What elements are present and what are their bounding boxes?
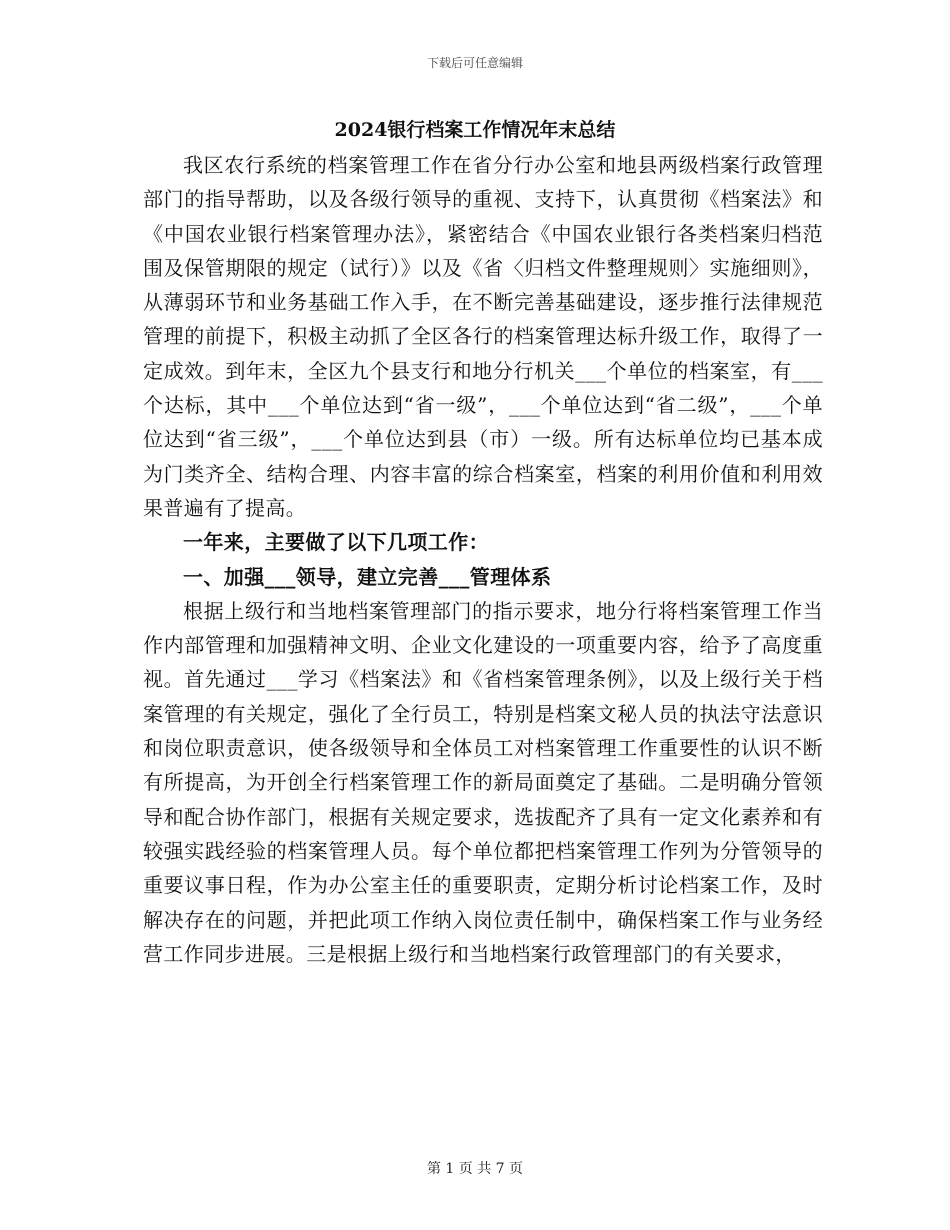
document-title: 2024银行档案工作情况年末总结 [334,119,616,141]
section-heading-1: 一、加强___领导，建立完善___管理体系 [183,564,552,589]
section-intro-heading: 一年来，主要做了以下几项工作： [183,530,489,555]
page-number: 第 1 页 共 7 页 [426,1161,524,1177]
body-paragraph: 根据上级行和当地档案管理部门的指示要求，地分行将档案管理工作当作内部管理和加强精神文明、企业文化建设的一项重要内容，给予了高度重视。首先通过___学习《档案法》和《省档案管理条例》，以及上级行关于档案管理的有关规定，强化了全行员工，特别是档案文秘人员的执法守法意识和岗位职责意识，使各级领导和全体员工对档案管理工作重要性的认识不断有所提高，为开创全行档案管理工作的新局面奠定了基础。二是明确分管领导和配合协作部门，根据有关规定要求，选拔配齐了具有一定文化素养和有较强实践经验的档案管理人员。每个单位都把档案管理工作列为分管领导的重要议事日程，作为办公室主任的重要职责，定期分析讨论档案工作，及时解决存在的问题，并把此项工作纳入岗位责任制中，确保档案工作与业务经营工作同步进展。三是根据上级行和当地档案行政管理部门的有关要求， [143,598,823,966]
page-header-note: 下载后可任意编辑 [426,56,523,70]
document-body [143,148,823,971]
body-paragraph: 我区农行系统的档案管理工作在省分行办公室和地县两级档案行政管理部门的指导帮助，以及各级行领导的重视、支持下，认真贯彻《档案法》和《中国农业银行档案管理办法》，紧密结合《中国农业银行各类档案归档范围及保管期限的规定（试行）》以及《省〈归档文件整理规则〉实施细则》，从薄弱环节和业务基础工作入手，在不断完善基础建设，逐步推行法律规范管理的前提下，积极主动抓了全区各行的档案管理达标升级工作，取得了一定成效。到年末，全区九个县支行和地分行机关___个单位的档案室，有___个达标，其中___个单位达到“省一级”，___个单位达到“省二级”，___个单位达到“省三级”，___个单位达到县（市）一级。所有达标单位均已基本成为门类齐全、结构合理、内容丰富的综合档案室，档案的利用价值和利用效果普遍有了提高。 [143,153,823,520]
